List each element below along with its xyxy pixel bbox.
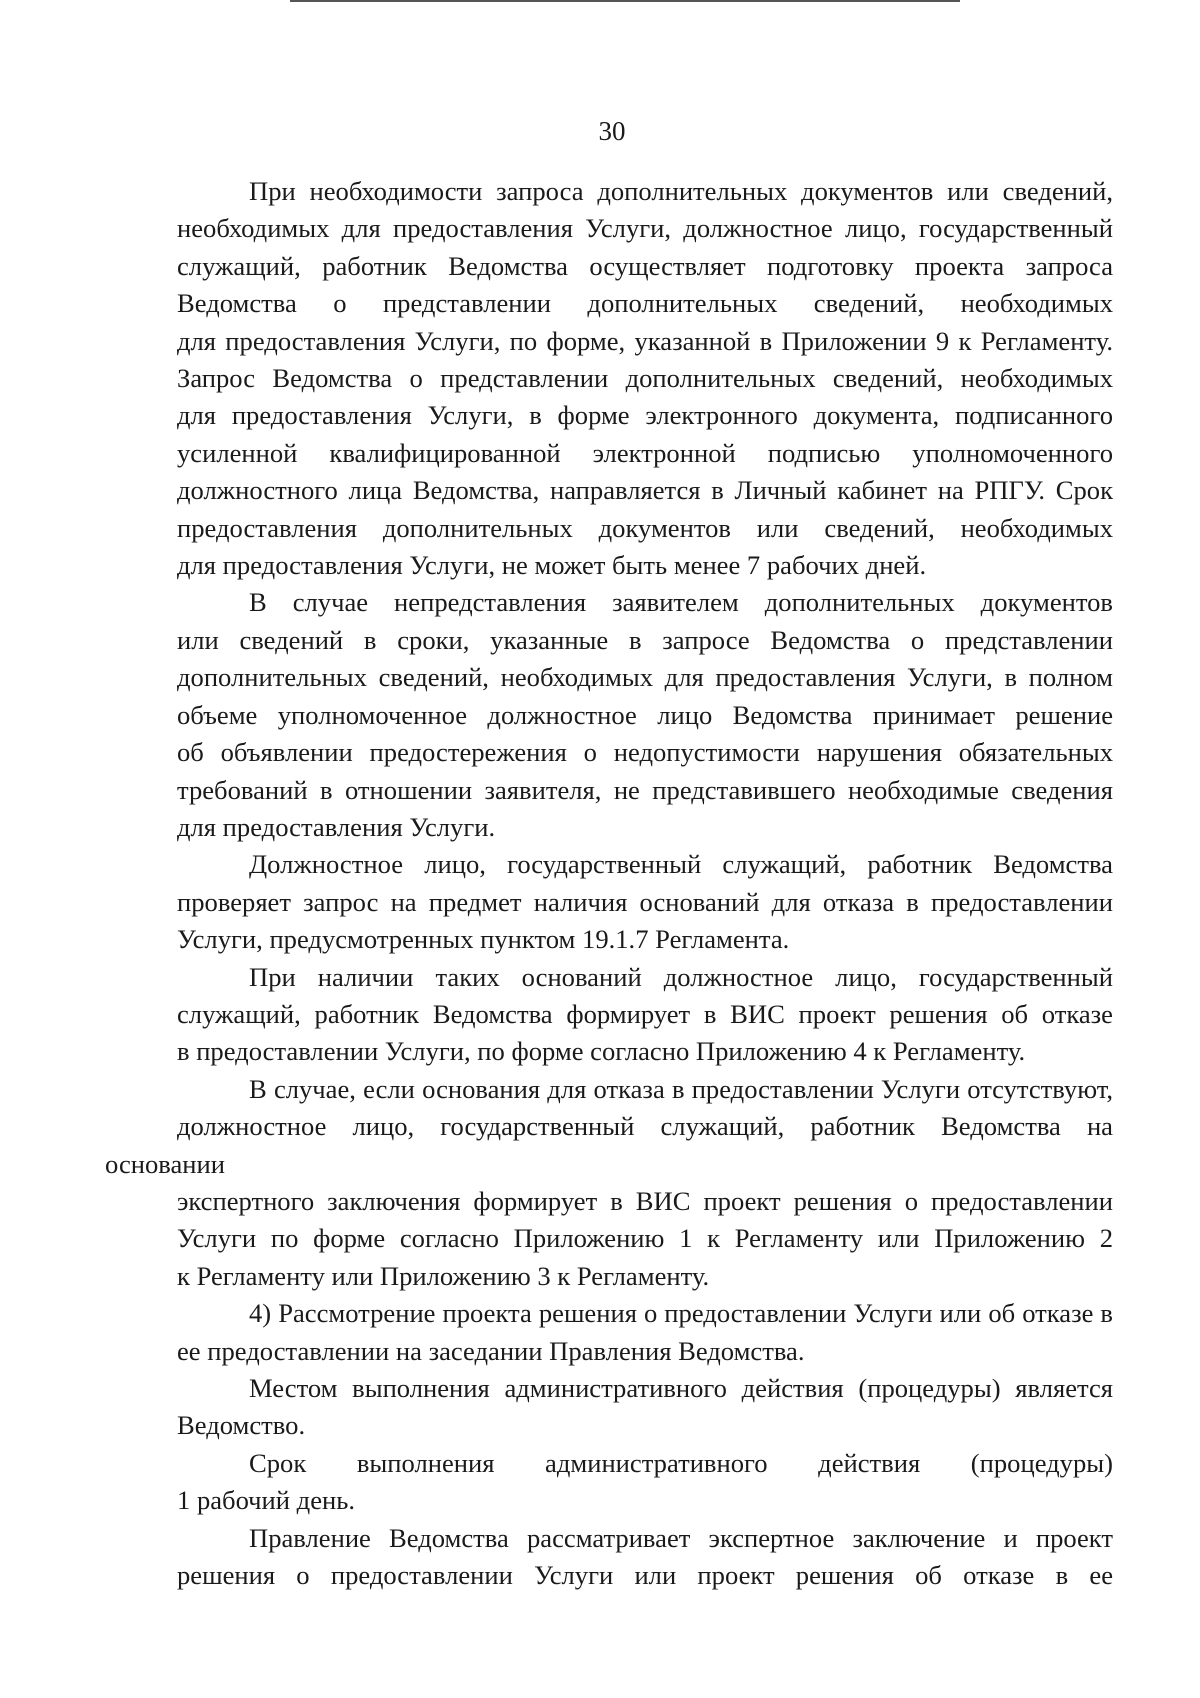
- paragraph-4: [105, 959, 1113, 1071]
- text-line: в предоставлении Услуги, по форме согласно Приложению 4 к Регламенту.: [177, 1036, 1026, 1067]
- page-number: 30: [598, 116, 626, 146]
- text-line: Ведомство.: [177, 1410, 306, 1441]
- text-line: Срок выполнения административного действия (процедуры): [249, 1447, 1113, 1478]
- text-line: объеме уполномоченное должностное лицо Ведомства принимает решение: [177, 699, 1113, 730]
- text-line: служащий, работник Ведомства формирует в ВИС проект решения об отказе: [177, 998, 1113, 1029]
- text-line: служащий, работник Ведомства осуществляет подготовку проекта запроса: [177, 250, 1113, 281]
- document-body: [105, 173, 1113, 1594]
- text-line: для предоставления Услуги.: [177, 811, 496, 842]
- top-border-line: [290, 0, 960, 2]
- text-line: решения о предоставлении Услуги или проект решения об отказе в ее: [177, 1560, 1113, 1591]
- text-line: или сведений в сроки, указанные в запросе Ведомства о представлении: [177, 624, 1113, 655]
- text-line: 4) Рассмотрение проекта решения о предоставлении Услуги или об отказе в: [249, 1298, 1113, 1329]
- text-line: экспертного заключения формирует в ВИС проект решения о предоставлении: [177, 1185, 1113, 1216]
- paragraph-8: [105, 1445, 1113, 1520]
- paragraph-5: [105, 1071, 1113, 1295]
- text-line: Местом выполнения административного действия (процедуры) является: [249, 1373, 1113, 1403]
- text-line: ее предоставлении на заседании Правления Ведомства.: [177, 1335, 805, 1366]
- text-line: 1 рабочий день.: [177, 1485, 356, 1516]
- text-line: В случае непредставления заявителем дополнительных документов: [249, 587, 1113, 618]
- text-line: предоставления дополнительных документов или сведений, необходимых: [177, 512, 1113, 543]
- text-line: Должностное лицо, государственный служащий, работник Ведомства: [249, 849, 1113, 880]
- text-line: В случае, если основания для отказа в предоставлении Услуги отсутствуют,: [249, 1073, 1113, 1104]
- text-line: должностного лица Ведомства, направляется в Личный кабинет на РПГУ. Срок: [177, 475, 1113, 506]
- paragraph-7: [105, 1370, 1113, 1445]
- text-line: для предоставления Услуги, в форме электронного документа, подписанного: [177, 400, 1113, 431]
- text-line: должностное лицо, государственный служащий, работник Ведомства на основании: [105, 1111, 1113, 1179]
- text-line: необходимых для предоставления Услуги, должностное лицо, государственный: [177, 213, 1113, 244]
- text-line: к Регламенту или Приложению 3 к Регламенту.: [177, 1260, 710, 1291]
- text-line: для предоставления Услуги, не может быть менее 7 рабочих дней.: [177, 550, 927, 581]
- text-line: усиленной квалифицированной электронной подписью уполномоченного: [177, 437, 1113, 468]
- text-line: проверяет запрос на предмет наличия оснований для отказа в предоставлении: [177, 886, 1113, 917]
- text-line: для предоставления Услуги, по форме, указанной в Приложении 9 к Регламенту.: [177, 325, 1113, 356]
- paragraph-1: [105, 173, 1113, 584]
- text-line: Услуги по форме согласно Приложению 1 к Регламенту или Приложению 2: [177, 1223, 1113, 1254]
- text-line: Услуги, предусмотренных пунктом 19.1.7 Регламента.: [177, 924, 790, 955]
- text-line: Правление Ведомства рассматривает экспертное заключение и проект: [249, 1522, 1113, 1553]
- paragraph-2: [105, 584, 1113, 846]
- text-line: требований в отношении заявителя, не представившего необходимые сведения: [177, 774, 1113, 805]
- paragraph-9: [105, 1520, 1113, 1595]
- text-line: дополнительных сведений, необходимых для предоставления Услуги, в полном: [177, 662, 1113, 693]
- text-line: Ведомства о представлении дополнительных сведений, необходимых: [177, 288, 1113, 319]
- text-line: При наличии таких оснований должностное лицо, государственный: [249, 961, 1113, 992]
- text-line: При необходимости запроса дополнительных документов или сведений,: [249, 176, 1113, 206]
- paragraph-6: [105, 1295, 1113, 1370]
- text-line: об объявлении предостережения о недопустимости нарушения обязательных: [177, 737, 1113, 768]
- text-line: Запрос Ведомства о представлении дополнительных сведений, необходимых: [177, 363, 1113, 394]
- paragraph-3: [105, 846, 1113, 958]
